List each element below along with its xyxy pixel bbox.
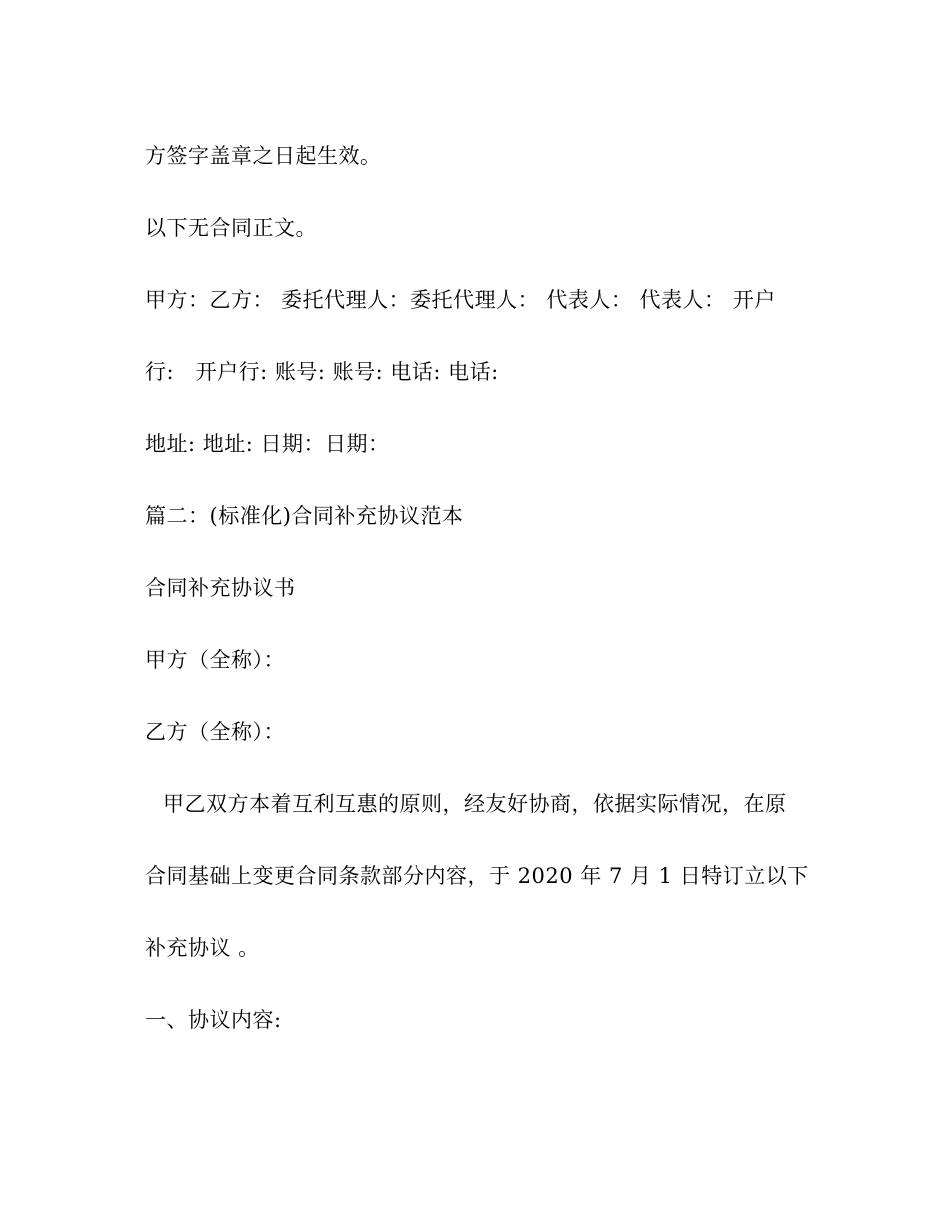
signature-fields-line-3: 地址: 地址: 日期：日期： [145,432,390,456]
party-b-field: 乙方（全称）： [145,720,285,744]
section-heading: 篇二：(标准化)合同补充协议范本 [145,504,464,528]
document-title: 合同补充协议书 [145,576,296,600]
party-a-field: 甲方（全称）： [145,648,285,672]
intro-paragraph-line-3: 补充协议 。 [145,936,260,960]
clause-heading-agreement-content: 一、协议内容: [145,1008,282,1032]
intro-paragraph-line-1: 甲乙双方本着互利互惠的原则，经友好协商，依据实际情况，在原 [163,792,787,816]
paragraph-effective-clause: 方签字盖章之日起生效。 [145,144,382,168]
signature-fields-line-1: 甲方：乙方： 委托代理人：委托代理人： 代表人： 代表人： 开户 [145,288,776,312]
intro-paragraph-line-2: 合同基础上变更合同条款部分内容，于 2020 年 7 月 1 日特订立以下 [145,864,809,888]
paragraph-no-body-text: 以下无合同正文。 [145,216,317,240]
signature-fields-line-2: 行: 开户行: 账号: 账号: 电话: 电话: [145,360,499,384]
